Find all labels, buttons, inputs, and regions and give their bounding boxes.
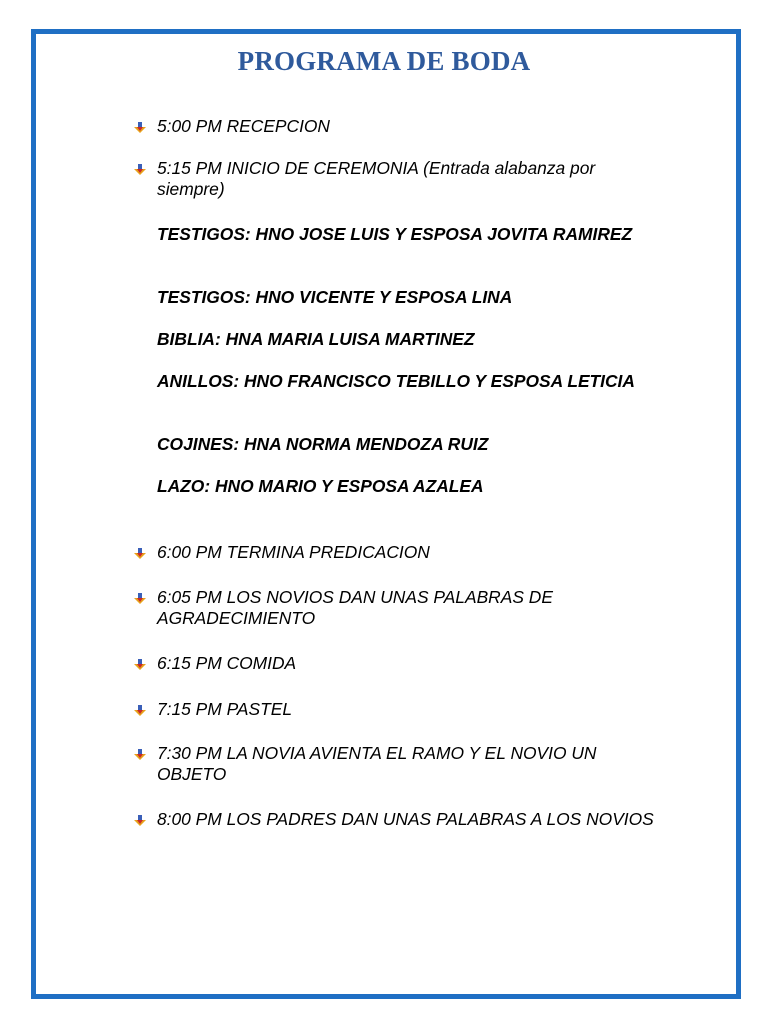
arrow-down-bullet-icon [134, 164, 146, 176]
schedule-item [157, 116, 667, 137]
schedule-item-text: 7:30 PM LA NOVIA AVIENTA EL RAMO Y EL NOVIO UN OBJETO [157, 743, 597, 784]
arrow-down-bullet-icon [134, 548, 146, 560]
arrow-down-bullet-icon [134, 749, 146, 761]
schedule-item [157, 699, 667, 720]
schedule-item [157, 743, 667, 785]
schedule-item [157, 158, 667, 200]
arrow-down-bullet-icon [134, 593, 146, 605]
page-title: PROGRAMA DE BODA [237, 46, 531, 76]
schedule-item-text: 6:00 PM TERMINA PREDICACION [157, 542, 430, 562]
participant-line: TESTIGOS: HNO VICENTE Y ESPOSA LINA [157, 287, 513, 307]
schedule-item-text: 5:00 PM RECEPCION [157, 116, 330, 136]
schedule-item-text: 5:15 PM INICIO DE CEREMONIA (Entrada alabanza por siempre) [157, 158, 596, 199]
arrow-down-bullet-icon [134, 815, 146, 827]
arrow-down-bullet-icon [134, 659, 146, 671]
schedule-item-text: 8:00 PM LOS PADRES DAN UNAS PALABRAS A LOS NOVIOS [157, 809, 654, 829]
schedule-item-text: 7:15 PM PASTEL [157, 699, 292, 719]
schedule-item-text: 6:05 PM LOS NOVIOS DAN UNAS PALABRAS DE AGRADECIMIENTO [157, 587, 553, 628]
participant-line: LAZO: HNO MARIO Y ESPOSA AZALEA [157, 476, 484, 496]
participant-line: BIBLIA: HNA MARIA LUISA MARTINEZ [157, 329, 475, 349]
schedule-item [157, 653, 667, 674]
arrow-down-bullet-icon [134, 705, 146, 717]
participant-line: TESTIGOS: HNO JOSE LUIS Y ESPOSA JOVITA RAMIREZ [157, 224, 633, 244]
schedule-item [157, 809, 667, 830]
schedule-item-text: 6:15 PM COMIDA [157, 653, 297, 673]
schedule-item [157, 542, 667, 563]
participant-line: ANILLOS: HNO FRANCISCO TEBILLO Y ESPOSA LETICIA [157, 371, 635, 391]
participant-line: COJINES: HNA NORMA MENDOZA RUIZ [157, 434, 489, 454]
arrow-down-bullet-icon [134, 122, 146, 134]
schedule-item [157, 587, 667, 629]
